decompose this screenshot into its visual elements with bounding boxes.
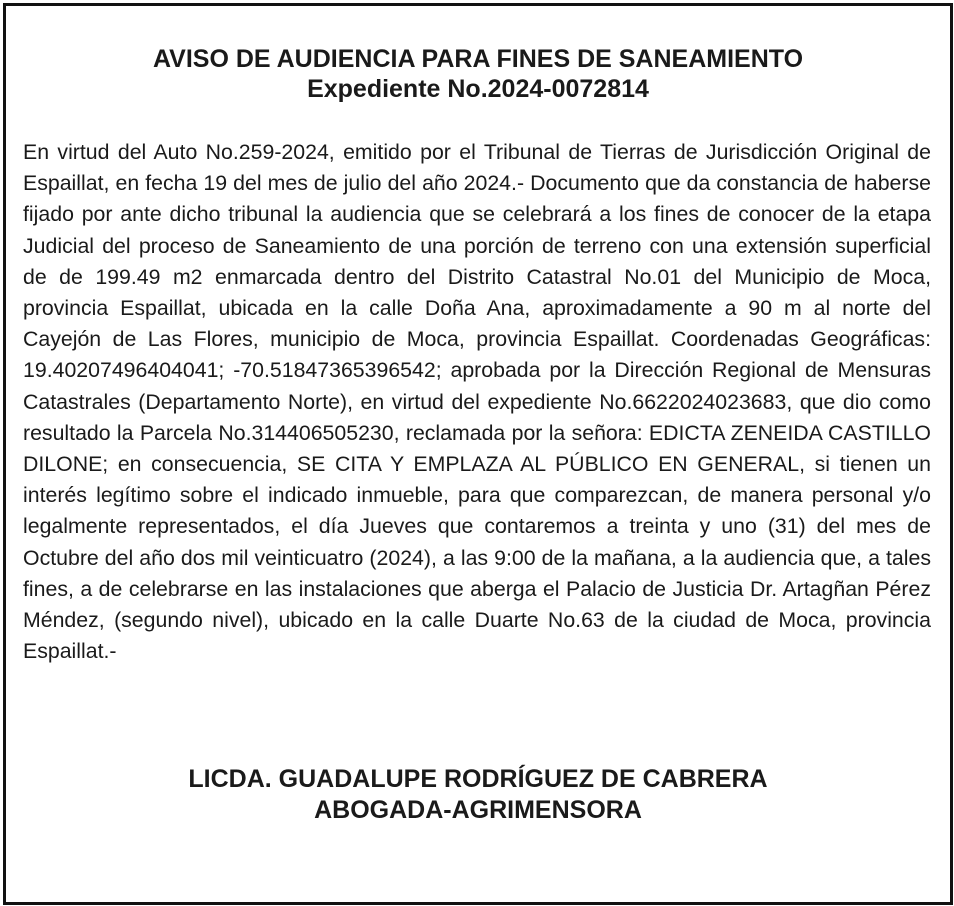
notice-title: AVISO DE AUDIENCIA PARA FINES DE SANEAMIENTO [152,45,804,73]
case-number: Expediente No.2024-0072814 [307,75,649,103]
notice-frame [3,3,953,905]
signer-title: ABOGADA-AGRIMENSORA [314,796,642,824]
notice-body: En virtud del Auto No.259-2024, emitido por el Tribunal de Tierras de Jurisdicción Original de Espaillat, en fecha 19 del mes de julio del año 2024.- Documento que da constancia de haberse fijado por ante dicho tribunal la audiencia que se celebrará a los fines de conocer de la etapa Judicial del proceso de Saneamiento de una porción de terreno con una extensión superficial de de 199.49 m2 enmarcada dentro del Distrito Catastral No.01 del Municipio de Moca, provincia Espaillat, ubicada en la calle Doña Ana, aproximadamente a 90 m al norte del Cayejón de Las Flores, municipio de Moca, provincia Espaillat. Coordenadas Geográficas: 19.40207496404041; -70.51847365396542; aprobada por la Dirección Regional de Mensuras Catastrales (Departamento Norte), en virtud del expediente No.6622024023683, que dio como resultado la Parcela No.314406505230, reclamada por la señora: EDICTA ZENEIDA CASTILLO DILONE; en consecuencia, SE CITA Y EMPLAZA AL PÚBLICO EN GENERAL, si tienen un interés legítimo sobre el indicado inmueble, para que comparezcan, de manera personal y/o legalmente representados, el día Jueves que contaremos a treinta y uno (31) del mes de Octubre del año dos mil veinticuatro (2024), a las 9:00 de la mañana, a la audiencia que, a tales fines, a de celebrarse en las instalaciones que aberga el Palacio de Justicia Dr. Artagñan Pérez Méndez, (segundo nivel), ubicado en la calle Duarte No.63 de la ciudad de Moca, provincia Espaillat.- [23,140,931,664]
signer-name: LICDA. GUADALUPE RODRÍGUEZ DE CABRERA [188,765,768,793]
